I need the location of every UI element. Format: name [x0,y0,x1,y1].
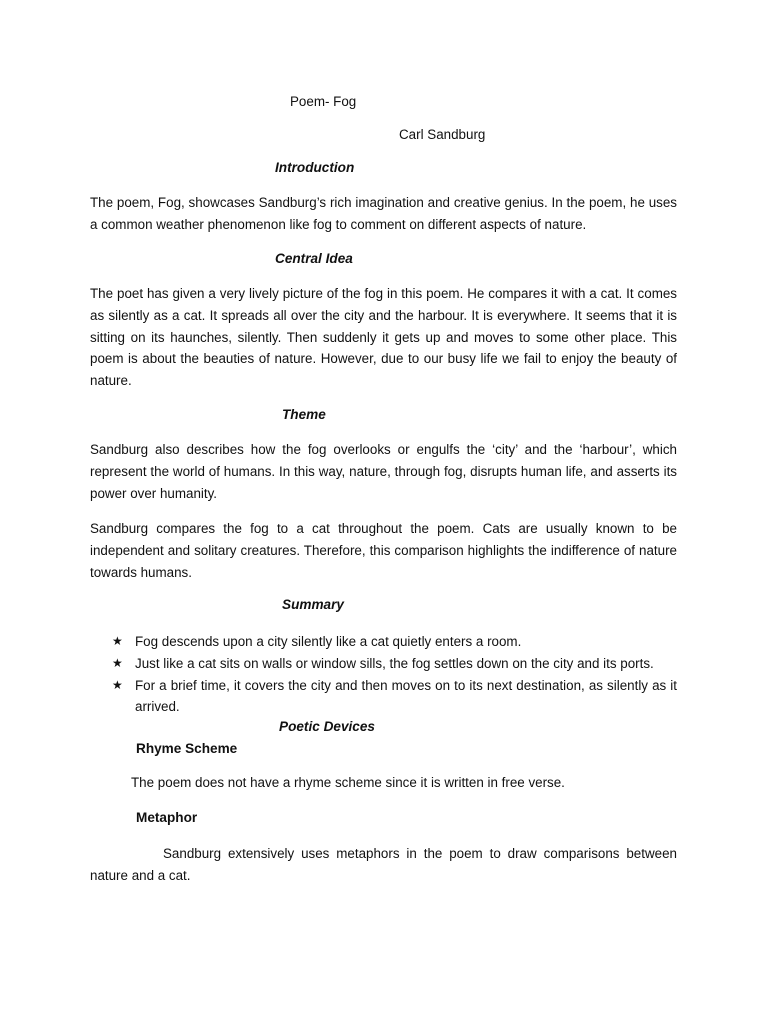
star-bullet-icon: ★ [112,634,123,648]
list-item [90,675,677,719]
list-item [90,631,677,653]
star-bullet-icon: ★ [112,655,123,670]
document-title: Poem- Fog [290,94,357,109]
summary-list [90,631,677,718]
poetic-devices-heading: Poetic Devices [279,719,375,734]
metaphor-paragraph: Sandburg extensively uses metaphors in the poem to draw comparisons between nature and a cat. [90,846,677,883]
summary-item-text: Just like a cat sits on walls or window sills, the fog settles down on the city and its ports. [135,655,654,671]
rhyme-scheme-paragraph: The poem does not have a rhyme scheme since it is written in free verse. [131,775,565,790]
rhyme-scheme-heading: Rhyme Scheme [136,741,238,756]
star-bullet-icon: ★ [112,677,123,692]
theme-heading: Theme [282,407,326,422]
introduction-heading: Introduction [275,160,355,175]
author-name: Carl Sandburg [399,127,486,142]
theme-paragraph-2: Sandburg compares the fog to a cat throughout the poem. Cats are usually known to be independent and solitary creatures. Therefore, this comparison highlights the indifference of nature towards humans. [90,521,677,580]
summary-heading: Summary [282,597,344,612]
summary-item-text: For a brief time, it covers the city and then moves on to its next destination, as silently as it arrived. [135,677,677,715]
metaphor-heading: Metaphor [136,810,198,825]
introduction-paragraph: The poem, Fog, showcases Sandburg’s rich imagination and creative genius. In the poem, he uses a common weather phenomenon like fog to comment on different aspects of nature. [90,195,677,232]
central-idea-heading: Central Idea [275,251,353,266]
summary-item-text: Fog descends upon a city silently like a cat quietly enters a room. [135,634,522,649]
theme-paragraph-1: Sandburg also describes how the fog overlooks or engulfs the ‘city’ and the ‘harbour’, which represent the world of humans. In this way, nature, through fog, disrupts human life, and asserts its power over humanity. [90,442,677,501]
central-idea-paragraph: The poet has given a very lively picture of the fog in this poem. He compares it with a cat. It comes as silently as a cat. It spreads all over the city and the harbour. It is everywhere. It seems that it is sitting on its haunches, silently. Then suddenly it gets up and moves to some other place. This poem is about the beauties of nature. However, due to our busy life we fail to enjoy the beauty of nature. [90,286,677,389]
list-item [90,653,677,675]
